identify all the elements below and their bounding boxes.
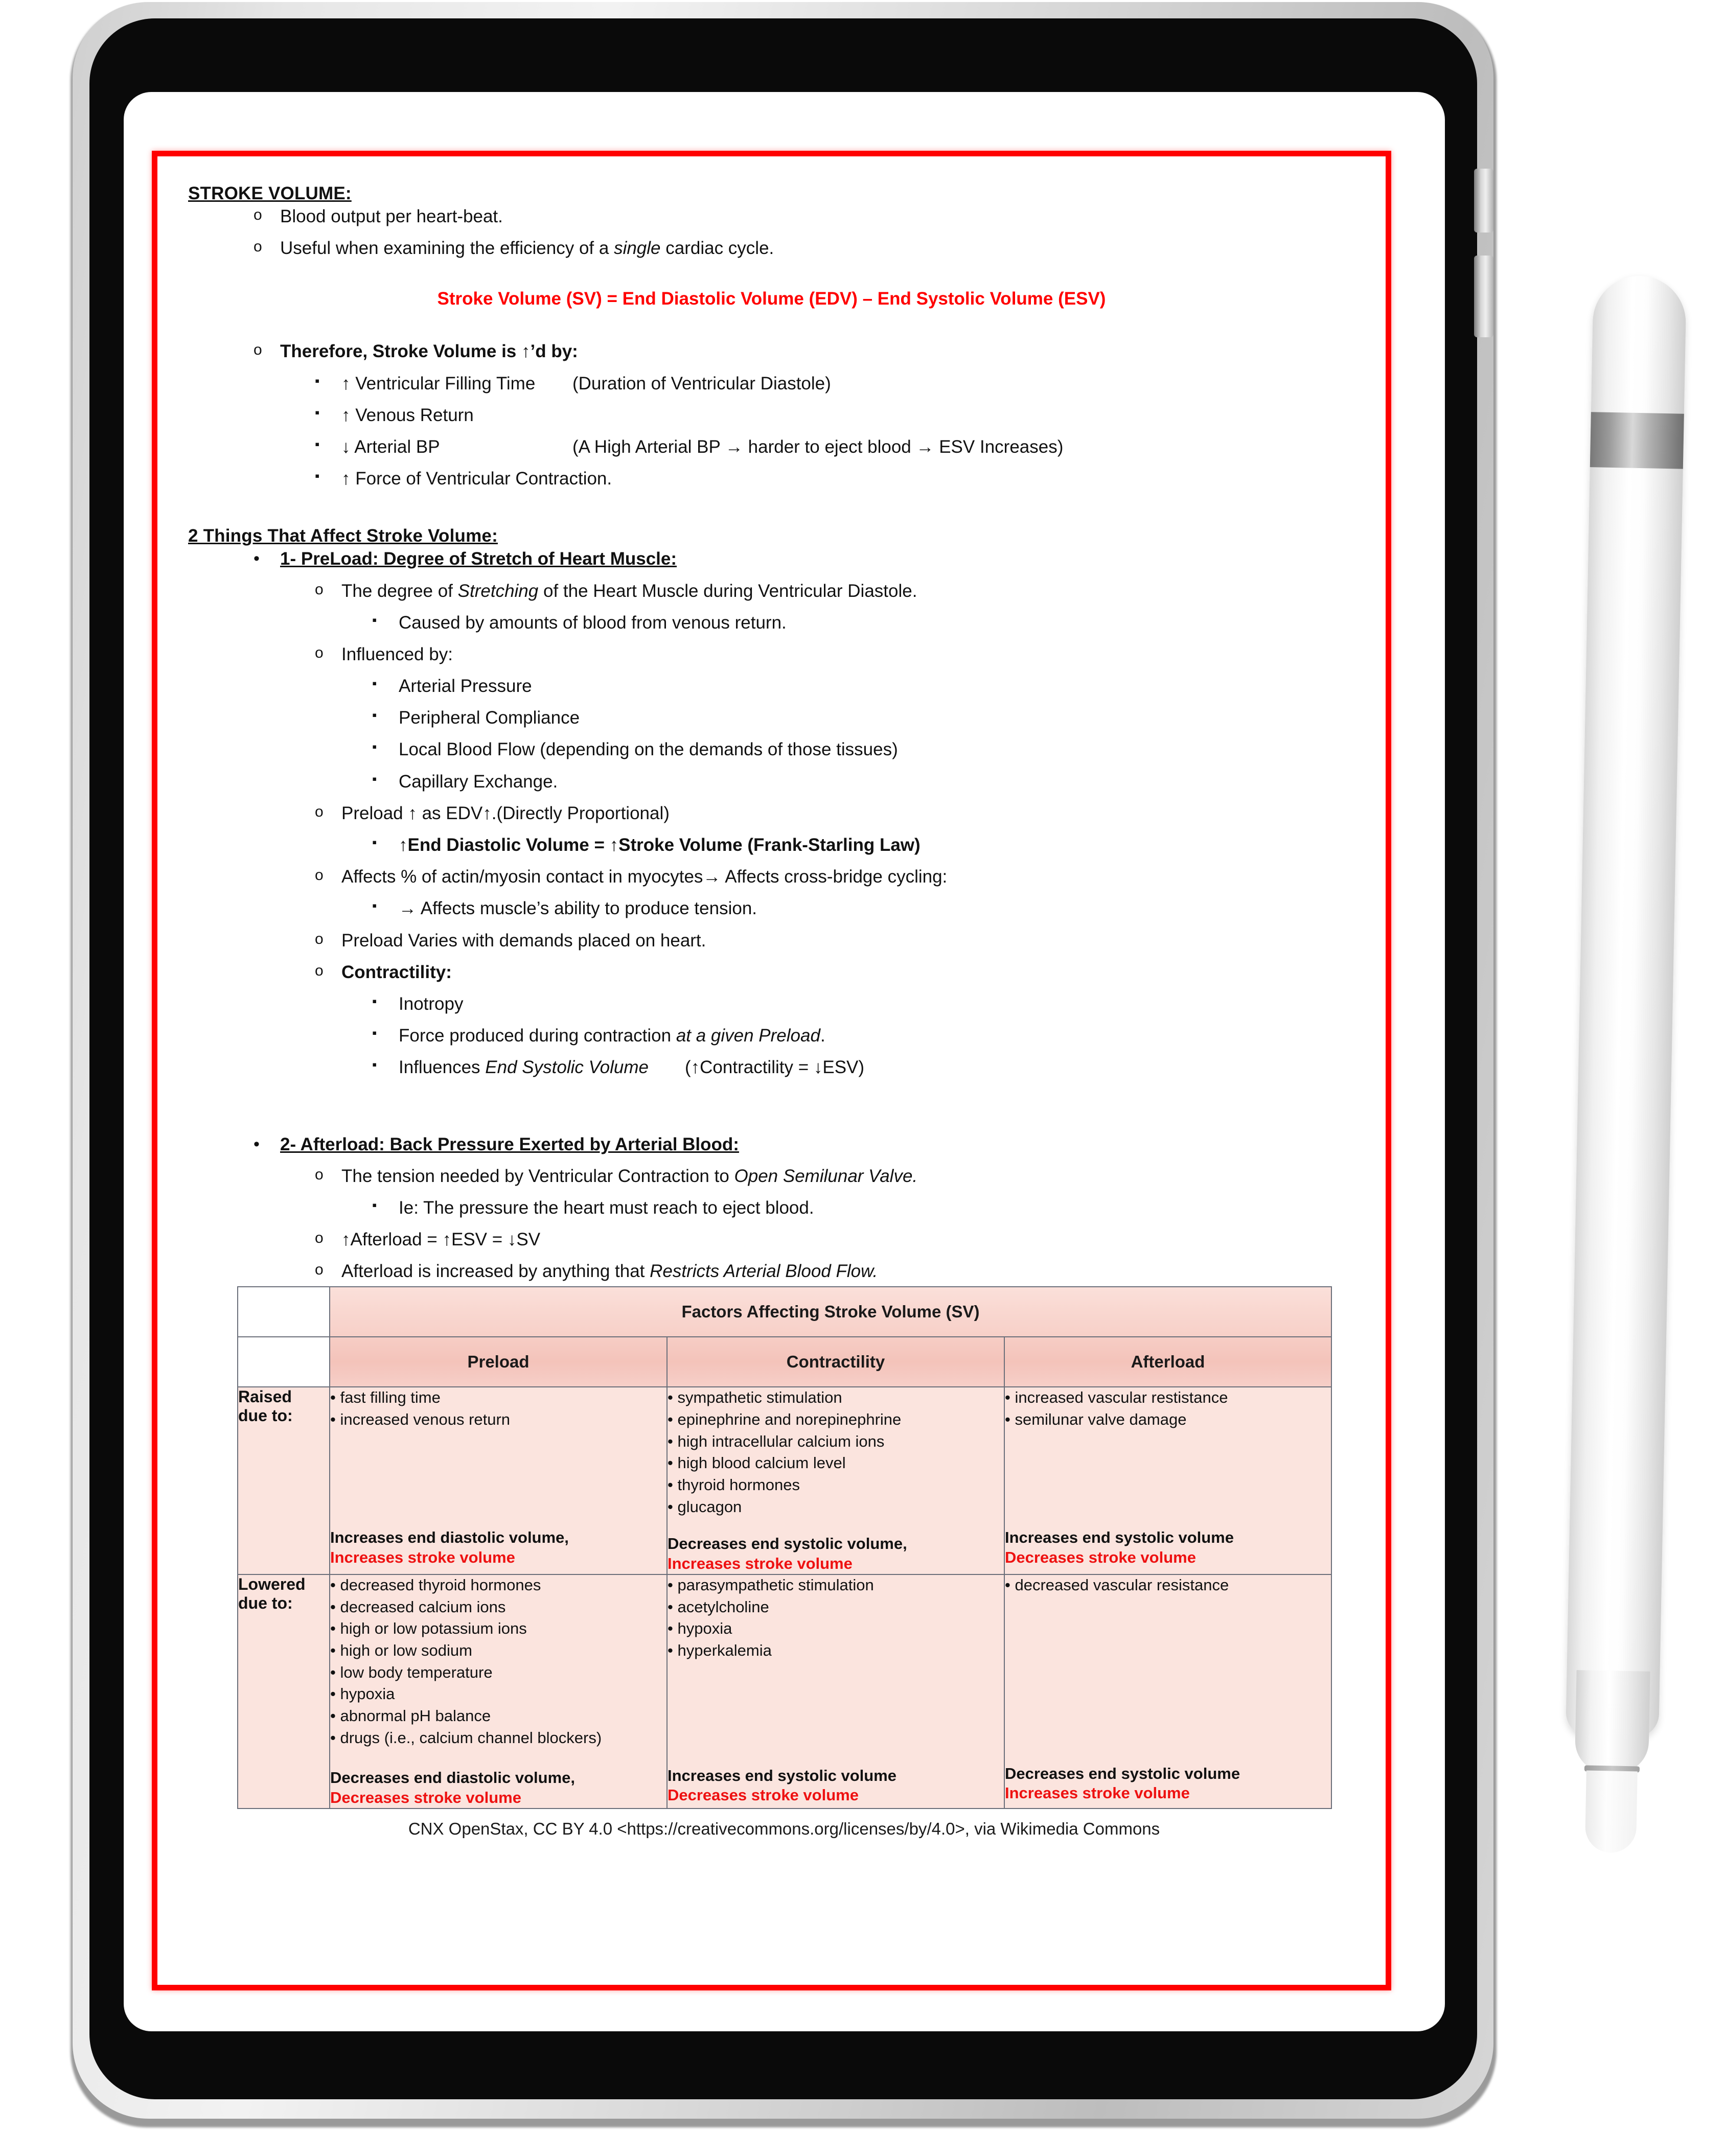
section-heading-stroke-volume: STROKE VOLUME: (188, 183, 352, 203)
spacer (188, 1089, 1355, 1134)
bullet-disc-marker: • (254, 549, 260, 569)
list-item (372, 676, 1355, 696)
list-item (372, 1026, 1355, 1046)
list-item (254, 206, 1355, 226)
bullet-text (280, 238, 1355, 258)
text-fragment: Useful when examining the efficiency of a (280, 238, 614, 259)
influenced-by-label: Influenced by: (341, 644, 453, 664)
cell-summary (1005, 1764, 1331, 1804)
list-item (315, 1230, 1355, 1249)
text-fragment: of the Heart Muscle during Ventricular Diastole. (538, 581, 917, 601)
item-list (668, 1387, 1004, 1517)
item-note: (Directly Proportional) (496, 803, 670, 823)
summary-black: Decreases end systolic volume (1005, 1764, 1240, 1782)
text-fragment: Influences (399, 1057, 486, 1078)
tablet-screen[interactable] (124, 92, 1445, 2031)
bullet-square-marker: ▪ (372, 1057, 377, 1073)
list-item: • acetylcholine (668, 1597, 1004, 1617)
note-content (157, 156, 1386, 1985)
cell-raised-contractility (667, 1387, 1004, 1574)
row-label-line2: due to: (238, 1406, 293, 1425)
list-item: • semilunar valve damage (1005, 1409, 1331, 1430)
bullet-square-marker: ▪ (315, 436, 320, 452)
emphasis-single: single (614, 238, 661, 259)
bullet-text (341, 374, 1355, 393)
text-fragment: The tension needed by Ventricular Contraction to (341, 1166, 734, 1186)
list-item: • high or low sodium (330, 1640, 666, 1661)
list-item: • abnormal pH balance (330, 1706, 666, 1726)
column-header-afterload: Afterload (1004, 1337, 1331, 1387)
bullet-square-marker: ▪ (372, 707, 377, 723)
bullet-text (399, 1057, 1355, 1077)
summary-red: Increases stroke volume (1005, 1784, 1190, 1802)
stylus-barrel (1566, 275, 1687, 1738)
column-header-preload: Preload (330, 1337, 667, 1387)
summary-red: Decreases stroke volume (668, 1786, 859, 1804)
bullet-square-marker: ▪ (372, 898, 377, 914)
text-fragment: Afterload is increased by anything that (341, 1261, 650, 1282)
stylus-pen[interactable] (1563, 275, 1687, 1861)
bullet-text (341, 1261, 1355, 1281)
row-label-raised (238, 1387, 330, 1574)
table-title-cell: Factors Affecting Stroke Volume (SV) (330, 1287, 1331, 1337)
bullet-text: Arterial Pressure (399, 676, 532, 697)
cell-summary (1005, 1528, 1331, 1568)
bullet-circle-marker: o (315, 867, 324, 884)
stylus-taper (1575, 1670, 1650, 1774)
list-item: • high or low potassium ions (330, 1618, 666, 1639)
therefore-label: Therefore, Stroke Volume is ↑’d by: (280, 341, 578, 362)
item-main: ↑ Force of Ventricular Contraction. (341, 469, 612, 489)
bullet-square-marker: ▪ (315, 404, 320, 420)
table-corner-cell (238, 1287, 330, 1337)
bullet-text: Preload Varies with demands placed on heart. (341, 930, 706, 951)
item-note: (↑Contractility = ↓ESV) (685, 1057, 865, 1078)
list-item (254, 238, 1355, 258)
list-item: • increased vascular restistance (1005, 1387, 1331, 1408)
bullet-circle-marker: o (315, 1166, 324, 1183)
text-fragment: cardiac cycle. (660, 238, 774, 259)
list-item: • hypoxia (668, 1618, 1004, 1639)
row-label-line2: due to: (238, 1593, 293, 1612)
bullet-circle-marker: o (315, 803, 324, 820)
contractility-label: Contractility: (341, 962, 452, 982)
text-fragment: Force produced during contraction (399, 1026, 676, 1046)
emphasis-end-systolic-volume: End Systolic Volume (485, 1057, 649, 1078)
list-item (372, 994, 1355, 1014)
list-item: • increased venous return (330, 1409, 666, 1430)
bullet-text: Blood output per heart-beat. (280, 206, 503, 226)
table-corner-cell-2 (238, 1337, 330, 1387)
bullet-text: → Affects muscle’s ability to produce tension. (399, 898, 757, 919)
bullet-text (341, 1166, 1355, 1186)
list-item (372, 613, 1355, 633)
list-item (372, 835, 1355, 855)
list-item: • glucagon (668, 1497, 1004, 1517)
list-item (315, 469, 1355, 489)
list-item: • epinephrine and norepinephrine (668, 1409, 1004, 1430)
list-item (372, 739, 1355, 759)
summary-black: Increases end systolic volume (668, 1766, 896, 1784)
list-item (254, 1134, 1355, 1154)
row-label-line1: Lowered (238, 1574, 306, 1593)
frank-starling-law: ↑End Diastolic Volume = ↑Stroke Volume (Frank-Starling Law) (399, 835, 921, 855)
emphasis-given-preload: at a given Preload (676, 1026, 820, 1046)
item-main: ↓ Arterial BP (341, 436, 440, 457)
list-item (315, 374, 1355, 393)
volume-up-button[interactable] (1474, 169, 1493, 233)
preload-title: 1- PreLoad: Degree of Stretch of Heart Muscle: (280, 549, 677, 569)
bullet-circle-marker: o (254, 206, 262, 223)
factors-affecting-stroke-volume-table (237, 1286, 1332, 1809)
table-row-headers (238, 1337, 1331, 1387)
bullet-text: Inotropy (399, 993, 464, 1014)
table-row (238, 1574, 1331, 1809)
document-page (124, 92, 1445, 2031)
bullet-circle-marker: o (254, 238, 262, 256)
bullet-circle-marker: o (254, 341, 262, 359)
afterload-title: 2- Afterload: Back Pressure Exerted by Arterial Blood: (280, 1134, 739, 1154)
red-border-frame (152, 151, 1391, 1990)
column-header-contractility: Contractility (667, 1337, 1004, 1387)
bullet-square-marker: ▪ (372, 676, 377, 691)
stylus-tip (1585, 1771, 1638, 1853)
summary-red: Increases stroke volume (668, 1555, 853, 1573)
cell-summary (330, 1768, 666, 1808)
spacer (188, 500, 1355, 527)
bullet-text (341, 803, 1355, 823)
bullet-text (341, 437, 1355, 457)
summary-black: Decreases end systolic volume, (668, 1535, 907, 1553)
emphasis-open-semilunar-valve: Open Semilunar Valve. (734, 1166, 918, 1186)
list-item (315, 581, 1355, 601)
list-item (315, 962, 1355, 982)
bullet-text: Ie: The pressure the heart must reach to eject blood. (399, 1197, 814, 1218)
summary-red: Decreases stroke volume (330, 1789, 521, 1807)
summary-black: Decreases end diastolic volume, (330, 1769, 575, 1787)
afterload-equation: ↑Afterload = ↑ESV = ↓SV (341, 1230, 541, 1250)
bullet-text: Affects % of actin/myosin contact in myocytes→ Affects cross-bridge cycling: (341, 867, 948, 887)
cell-raised-preload (330, 1387, 667, 1574)
list-item (372, 1198, 1355, 1218)
bullet-square-marker: ▪ (372, 993, 377, 1009)
bullet-square-marker: ▪ (372, 1025, 377, 1041)
section-heading-two-things: 2 Things That Affect Stroke Volume: (188, 526, 498, 546)
list-item (372, 898, 1355, 918)
row-label-lowered (238, 1574, 330, 1809)
bullet-text: Caused by amounts of blood from venous return. (399, 612, 787, 633)
list-item: • decreased calcium ions (330, 1597, 666, 1617)
bullet-circle-marker: o (315, 581, 324, 598)
bullet-text: Capillary Exchange. (399, 771, 558, 792)
list-item (315, 644, 1355, 664)
bullet-square-marker: ▪ (372, 739, 377, 755)
bullet-circle-marker: o (315, 962, 324, 979)
cell-summary (668, 1534, 1004, 1574)
item-list (330, 1387, 666, 1429)
summary-black: Increases end systolic volume (1005, 1528, 1234, 1546)
figure-caption: CNX OpenStax, CC BY 4.0 <https://creativecommons.org/licenses/by/4.0>, via Wikimedia Commons (408, 1819, 1160, 1838)
emphasis-stretching: Stretching (457, 581, 539, 601)
item-list (330, 1575, 666, 1748)
bullet-square-marker: ▪ (372, 834, 377, 850)
list-item (315, 405, 1355, 425)
list-item: • sympathetic stimulation (668, 1387, 1004, 1408)
item-list (1005, 1575, 1331, 1595)
cell-lowered-preload (330, 1574, 667, 1809)
item-note: (Duration of Ventricular Diastole) (572, 373, 831, 393)
item-list (1005, 1387, 1331, 1429)
list-item (372, 1057, 1355, 1077)
bullet-circle-marker: o (315, 644, 324, 661)
bullet-disc-marker: • (254, 1134, 260, 1154)
stylus-metal-band (1590, 412, 1684, 469)
bullet-square-marker: ▪ (315, 468, 320, 484)
bullet-text: Local Blood Flow (depending on the demands of those tissues) (399, 739, 898, 760)
item-main: Preload ↑ as EDV↑. (341, 803, 497, 823)
cell-lowered-afterload (1004, 1574, 1331, 1809)
list-item: • thyroid hormones (668, 1475, 1004, 1495)
bullet-text (399, 1026, 1355, 1046)
list-item: • low body temperature (330, 1662, 666, 1683)
list-item (315, 1166, 1355, 1186)
list-item: • high intracellular calcium ions (668, 1431, 1004, 1452)
bullet-text (341, 405, 1355, 425)
bullet-text (341, 581, 1355, 601)
row-label-line1: Raised (238, 1387, 292, 1406)
item-note: (A High Arterial BP → harder to eject blood → ESV Increases) (572, 436, 1064, 457)
bullet-text (341, 469, 1355, 489)
text-fragment: The degree of (341, 581, 458, 601)
list-item (315, 1261, 1355, 1281)
list-item (372, 772, 1355, 792)
list-item: • hypoxia (330, 1684, 666, 1704)
volume-down-button[interactable] (1474, 256, 1493, 337)
bullet-square-marker: ▪ (372, 1197, 377, 1213)
list-item (254, 549, 1355, 569)
table-row (238, 1387, 1331, 1574)
list-item (372, 708, 1355, 728)
text-fragment: . (820, 1026, 825, 1046)
list-item: • parasympathetic stimulation (668, 1575, 1004, 1595)
cell-lowered-contractility (667, 1574, 1004, 1809)
item-main: ↑ Venous Return (341, 405, 474, 425)
item-list (668, 1575, 1004, 1661)
cell-summary (668, 1766, 1004, 1806)
bullet-circle-marker: o (315, 930, 324, 947)
list-item: • decreased thyroid hormones (330, 1575, 666, 1595)
list-item: • hyperkalemia (668, 1640, 1004, 1661)
list-item (315, 867, 1355, 887)
cell-raised-afterload (1004, 1387, 1331, 1574)
list-item: • high blood calcium level (668, 1453, 1004, 1473)
factors-figure (237, 1286, 1331, 1837)
list-item: • drugs (i.e., calcium channel blockers) (330, 1728, 666, 1748)
bullet-square-marker: ▪ (315, 373, 320, 388)
list-item (315, 437, 1355, 457)
item-main: ↑ Ventricular Filling Time (341, 373, 536, 393)
stroke-volume-formula: Stroke Volume (SV) = End Diastolic Volume (EDV) – End Systolic Volume (ESV) (437, 289, 1106, 309)
list-item: • decreased vascular resistance (1005, 1575, 1331, 1595)
emphasis-restricts-flow: Restricts Arterial Blood Flow. (650, 1261, 878, 1282)
bullet-square-marker: ▪ (372, 612, 377, 628)
bullet-text: Peripheral Compliance (399, 708, 580, 728)
summary-red: Decreases stroke volume (1005, 1548, 1196, 1566)
cell-summary (330, 1528, 666, 1568)
list-item (254, 341, 1355, 361)
list-item (315, 803, 1355, 823)
bullet-circle-marker: o (315, 1230, 324, 1247)
summary-black: Increases end diastolic volume, (330, 1528, 569, 1546)
list-item: • fast filling time (330, 1387, 666, 1408)
summary-red: Increases stroke volume (330, 1548, 515, 1566)
bullet-square-marker: ▪ (372, 771, 377, 786)
list-item (315, 931, 1355, 951)
bullet-circle-marker: o (315, 1261, 324, 1279)
table-row-title (238, 1287, 1331, 1337)
